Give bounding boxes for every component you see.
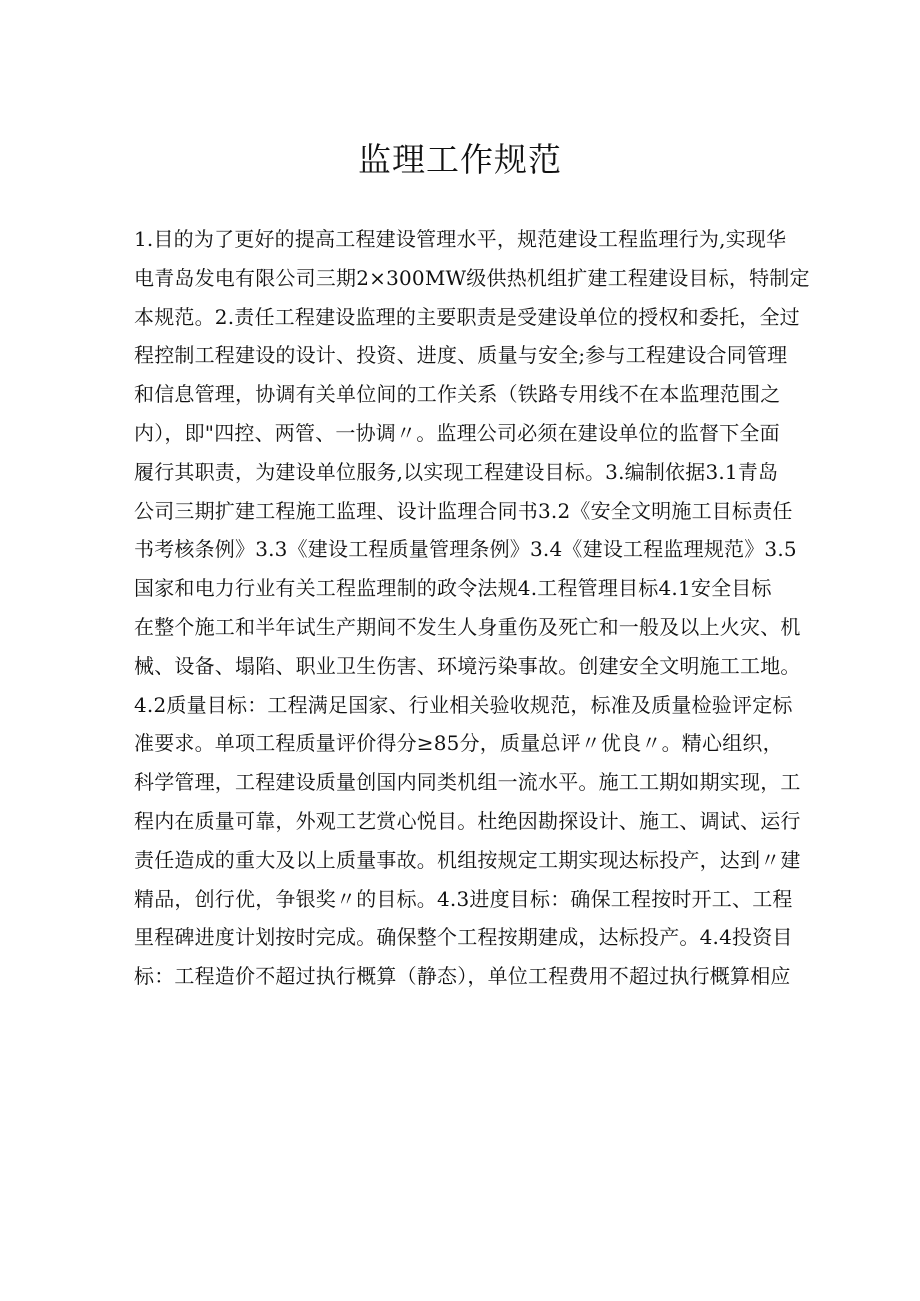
text-line: 在整个施工和半年试生产期间不发生人身重伤及死亡和一般及以上火灾、机 bbox=[134, 614, 801, 639]
text-line: 4.2质量目标：工程满足国家、行业相关验收规范，标准及质量检验评定标 bbox=[134, 692, 793, 717]
text-line: 准要求。单项工程质量评价得分≥85分，质量总评〃优良〃。精心组织， bbox=[134, 731, 783, 756]
text-line: 公司三期扩建工程施工监理、设计监理合同书3.2《安全文明施工目标责任 bbox=[134, 498, 793, 523]
text-line: 程内在质量可靠，外观工艺赏心悦目。杜绝因勘探设计、施工、调试、运行 bbox=[134, 808, 801, 833]
text-line: 履行其职责，为建设单位服务,以实现工程建设目标。3.编制依据3.1青岛 bbox=[134, 459, 779, 484]
text-line: 和信息管理，协调有关单位间的工作关系（铁路专用线不在本监理范围之 bbox=[134, 382, 781, 407]
document-body bbox=[134, 220, 814, 996]
text-line: 内），即"四控、两管、一协调〃。监理公司必须在建设单位的监督下全面 bbox=[134, 420, 780, 445]
text-line: 程控制工程建设的设计、投资、进度、质量与安全;参与工程建设合同管理 bbox=[134, 343, 788, 368]
text-line: 电青岛发电有限公司三期2×300MW级供热机组扩建工程建设目标，特制定 bbox=[134, 265, 810, 290]
text-line: 1.目的为了更好的提高工程建设管理水平，规范建设工程监理行为,实现华 bbox=[134, 227, 787, 251]
text-line: 里程碑进度计划按时完成。确保整个工程按期建成，达标投产。4.4投资目 bbox=[134, 925, 793, 950]
text-line: 械、设备、塌陷、职业卫生伤害、环境污染事故。创建安全文明施工工地。 bbox=[134, 653, 801, 678]
document-title: 监理工作规范 bbox=[358, 140, 562, 179]
text-line: 国家和电力行业有关工程监理制的政令法规4.工程管理目标4.1安全目标 bbox=[134, 576, 772, 601]
text-line: 科学管理，工程建设质量创国内同类机组一流水平。施工工期如期实现，工 bbox=[134, 770, 801, 795]
text-line: 精品，创行优，争银奖〃的目标。4.3进度目标：确保工程按时开工、工程 bbox=[134, 886, 793, 911]
text-line: 本规范。2.责任工程建设监理的主要职责是受建设单位的授权和委托，全过 bbox=[134, 304, 800, 329]
text-line: 书考核条例》3.3《建设工程质量管理条例》3.4《建设工程监理规范》3.5 bbox=[134, 537, 797, 562]
text-line: 责任造成的重大及以上质量事故。机组按规定工期实现达标投产，达到〃建 bbox=[134, 847, 801, 872]
text-line: 标：工程造价不超过执行概算（静态），单位工程费用不超过执行概算相应 bbox=[134, 964, 791, 989]
